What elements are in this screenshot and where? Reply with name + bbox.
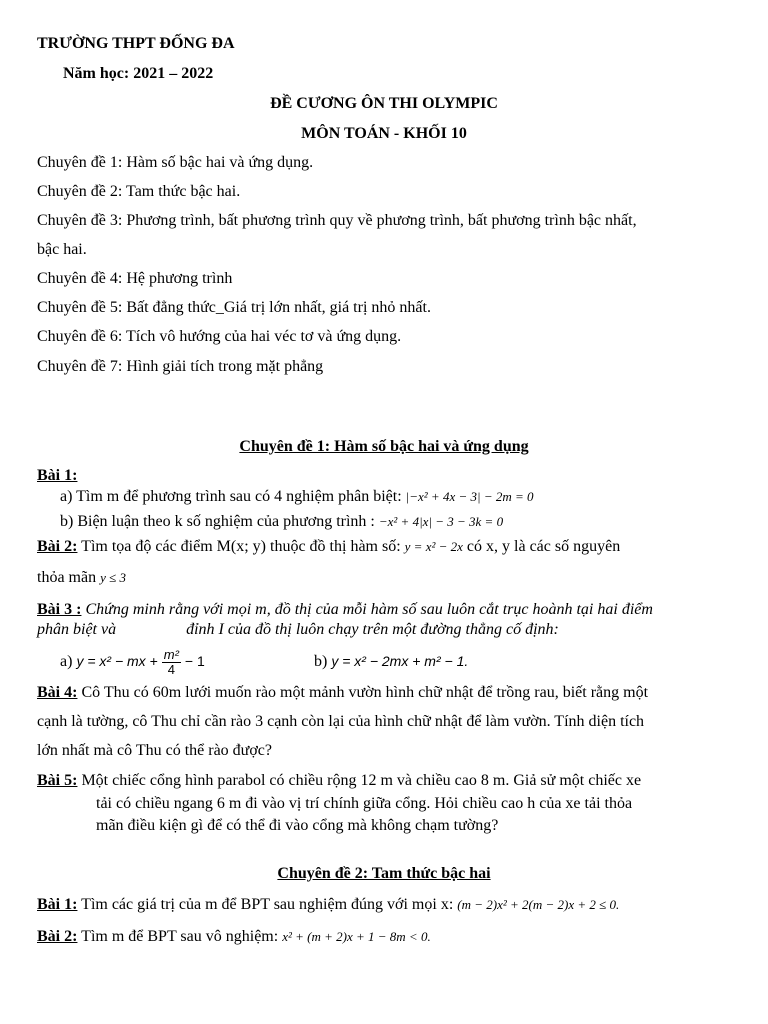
topic-item: Chuyên đề 7: Hình giải tích trong mặt phẳng — [37, 358, 324, 375]
school-year: Năm học: 2021 – 2022 — [63, 65, 214, 82]
math-expression: x² + (m + 2)x + 1 − 8m < 0. — [282, 929, 431, 944]
exercise-label: Bài 1: — [37, 896, 78, 913]
exercise-item — [60, 512, 503, 532]
exercise-line — [37, 927, 431, 947]
exercise-line — [37, 620, 559, 640]
exercise-line: mãn điều kiện gì để có thể đi vào cổng mà không chạm tường? — [96, 817, 499, 834]
exercise-text: đỉnh I của đồ thị luôn chạy trên một đường thẳng cố định: — [186, 621, 559, 638]
exercise-line: lớn nhất mà cô Thu có thể rào được? — [37, 742, 272, 759]
exercise-line: tải có chiều ngang 6 m đi vào vị trí chính giữa cổng. Hỏi chiều cao h của xe tải thỏa — [96, 795, 633, 812]
exercise-line: cạnh là tường, cô Thu chỉ cần rào 3 cạnh còn lại của hình chữ nhật để làm vườn. Tính diện tích — [37, 713, 645, 730]
exercise-text: Tìm m để BPT sau vô nghiệm: — [77, 928, 279, 945]
math-expression: y ≤ 3 — [100, 570, 126, 585]
exercise-label: Bài 4: — [37, 684, 78, 701]
exercise-text: có x, y là các số nguyên — [462, 538, 621, 555]
section-2-heading: Chuyên đề 2: Tam thức bậc hai — [277, 865, 491, 882]
math-expression: |−x² + 4x − 3| − 2m = 0 — [405, 489, 534, 504]
topic-item: Chuyên đề 2: Tam thức bậc hai. — [37, 183, 241, 200]
math-expression: y = x² − mx + — [76, 653, 158, 670]
exercise-line — [37, 895, 619, 915]
exercise-text: Một chiếc cổng hình parabol có chiều rộng 12 m và chiều cao 8 m. Giả sử một chiếc xe — [77, 772, 642, 789]
exercise-line — [37, 537, 620, 557]
topic-item: Chuyên đề 5: Bất đẳng thức_Giá trị lớn nhất, giá trị nhỏ nhất. — [37, 299, 431, 316]
section-1-heading: Chuyên đề 1: Hàm số bậc hai và ứng dụng — [239, 438, 529, 455]
math-expression: −x² + 4|x| − 3 − 3k = 0 — [378, 514, 504, 529]
exercise-label: Bài 2: — [37, 538, 78, 555]
topic-item: Chuyên đề 4: Hệ phương trình — [37, 270, 233, 287]
exercise-line — [37, 568, 126, 588]
exercise-text: Tìm các giá trị của m để BPT sau nghiệm đúng với mọi x: — [77, 896, 454, 913]
math-expression: y = x² − 2mx + m² − 1. — [331, 653, 469, 669]
fraction: $\frac{\text{m²}}{4}$ — [163, 647, 179, 677]
exercise-item — [314, 651, 468, 672]
item-label: a) — [60, 653, 73, 671]
topic-item: Chuyên đề 6: Tích vô hướng của hai véc tơ và ứng dụng. — [37, 328, 402, 345]
math-expression: y = x² − 2x — [404, 539, 463, 554]
exercise-label: Bài 1: — [37, 467, 78, 484]
exercise-text: a) Tìm m để phương trình sau có 4 nghiệm phân biệt: — [60, 488, 402, 505]
exercise-item — [60, 487, 534, 507]
exercise-text: Cô Thu có 60m lưới muốn rào một mảnh vườn hình chữ nhật để trồng rau, biết rằng một — [77, 684, 649, 701]
document-title: ĐỀ CƯƠNG ÔN THI OLYMPIC — [270, 95, 498, 112]
exercise-line — [37, 771, 641, 791]
math-expression: (m − 2)x² + 2(m − 2)x + 2 ≤ 0. — [457, 897, 620, 912]
exercise-text: b) Biện luận theo k số nghiệm của phương trình : — [60, 513, 375, 530]
exercise-item — [60, 648, 205, 677]
exercise-text: Chứng minh rằng với mọi m, đồ thị của mỗi hàm số sau luôn cắt trục hoành tại hai điểm — [81, 601, 653, 618]
topic-item: Chuyên đề 1: Hàm số bậc hai và ứng dụng. — [37, 154, 314, 171]
exercise-label: Bài 2: — [37, 928, 78, 945]
exercise-label: Bài 3 : — [37, 601, 82, 618]
topic-item: Chuyên đề 3: Phương trình, bất phương trình quy về phương trình, bất phương trình bậc nhất, — [37, 212, 637, 229]
school-name: TRƯỜNG THPT ĐỐNG ĐA — [37, 35, 235, 52]
topic-item-continued: bậc hai. — [37, 241, 87, 258]
exercise-label: Bài 5: — [37, 772, 78, 789]
exercise-line — [37, 600, 653, 620]
item-label: b) — [314, 653, 328, 670]
exercise-text: thỏa mãn — [37, 569, 97, 586]
exercise-text: Tìm tọa độ các điểm M(x; y) thuộc đồ thị hàm số: — [77, 538, 401, 555]
math-expression: − 1 — [184, 653, 205, 670]
exercise-line — [37, 683, 648, 703]
exercise-text: phân biệt và — [37, 621, 117, 638]
document-subtitle: MÔN TOÁN - KHỐI 10 — [301, 125, 467, 142]
